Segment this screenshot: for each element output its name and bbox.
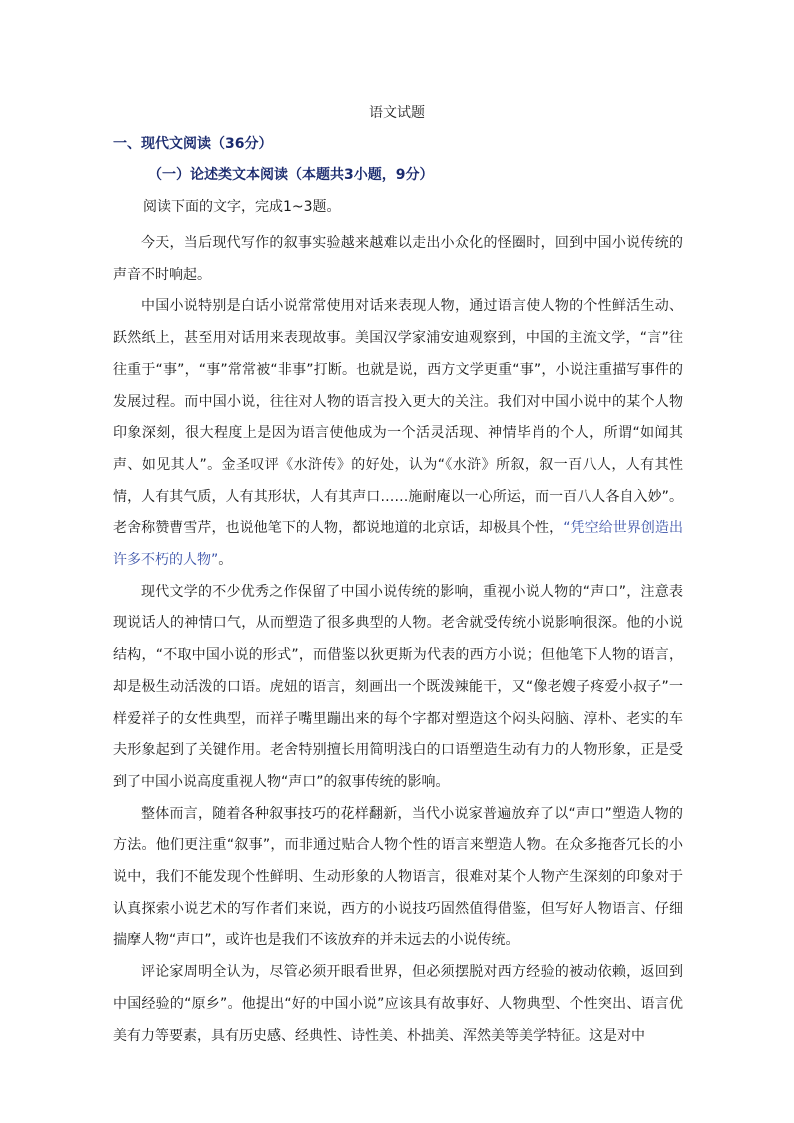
paragraph-2-text: 中国小说特别是白话小说常常使用对话来表现人物，通过语言使人物的个性鲜活生动、跃然纸上，甚至用对话用来表现故事。美国汉学家浦安迪观察到，中国的主流文学，“言”往往重于“事”，“事”常常被“非事”打断。也就是说，西方文学更重“事”，小说注重描写事件的发展过程。而中国小说，往往对人物的语言投入更大的关注。我们对中国小说中的某个人物印象深刻，很大程度上是因为语言使他成为一个活灵活现、神情毕肖的个人，所谓“如闻其声、如见其人”。金圣叹评《水浒传》的好处，认为“《水浒》所叙，叙一百八人，人有其性情，人有其气质，人有其形状，人有其声口……施耐庵以一心所运，而一百八人各自入妙”。老舍称赞曹雪芹，也说他笔下的人物，都说地道的北京话，却极具个性， [113, 298, 683, 537]
paragraph-2-end: 。 [218, 552, 233, 569]
reading-instruction: 阅读下面的文字，完成1~3题。 [143, 199, 341, 215]
highlighted-quote: “凭空给世界创造出许多不朽的人物” [113, 520, 683, 569]
sub-heading: （一）论述类文本阅读（本题共3小题，9分） [148, 167, 434, 183]
paragraph-2 [113, 291, 683, 576]
paragraph-1: 今天，当后现代写作的叙事实验越来越难以走出小众化的怪圈时，回到中国小说传统的声音不时响起。 [113, 235, 683, 283]
paragraph-3: 现代文学的不少优秀之作保留了中国小说传统的影响，重视小说人物的“声口”，注意表现说话人的神情口气，从而塑造了很多典型的人物。老舍就受传统小说影响很深。他的小说结构，“不取中国小说的形式”，而借鉴以狄更斯为代表的西方小说；但他笔下人物的语言，却是极生动活泼的口语。虎妞的语言，刻画出一个既泼辣能干，又“像老嫂子疼爱小叔子”一样爱祥子的女性典型，而祥子嘴里蹦出来的每个字都对塑造这个闷头闷脑、淳朴、老实的车夫形象起到了关键作用。老舍特别擅长用简明浅白的口语塑造生动有力的人物形象，正是受到了中国小说高度重视人物“声口”的叙事传统的影响。 [113, 583, 683, 790]
paragraph-4: 整体而言，随着各种叙事技巧的花样翻新，当代小说家普遍放弃了以“声口”塑造人物的方法。他们更注重“叙事”，而非通过贴合人物个性的语言来塑造人物。在众多拖沓冗长的小说中，我们不能发现个性鲜明、生动形象的人物语言，很难对某个人物产生深刻的印象对于认真探索小说艺术的写作者们来说，西方的小说技巧固然值得借鉴，但写好人物语言、仔细揣摩人物“声口”，或许也是我们不该放弃的并未远去的小说传统。 [113, 805, 683, 949]
paragraph-5: 评论家周明全认为，尽管必须开眼看世界，但必须摆脱对西方经验的被动依赖，返回到中国经验的“原乡”。他提出“好的中国小说”应该具有故事好、人物典型、个性突出、语言优美有力等要素，具有历史感、经典性、诗性美、朴拙美、浑然美等美学特征。这是对中 [113, 964, 683, 1044]
article-body [113, 228, 683, 1052]
section-heading: 一、现代文阅读（36分） [113, 136, 273, 152]
page-title: 语文试题 [369, 105, 425, 121]
